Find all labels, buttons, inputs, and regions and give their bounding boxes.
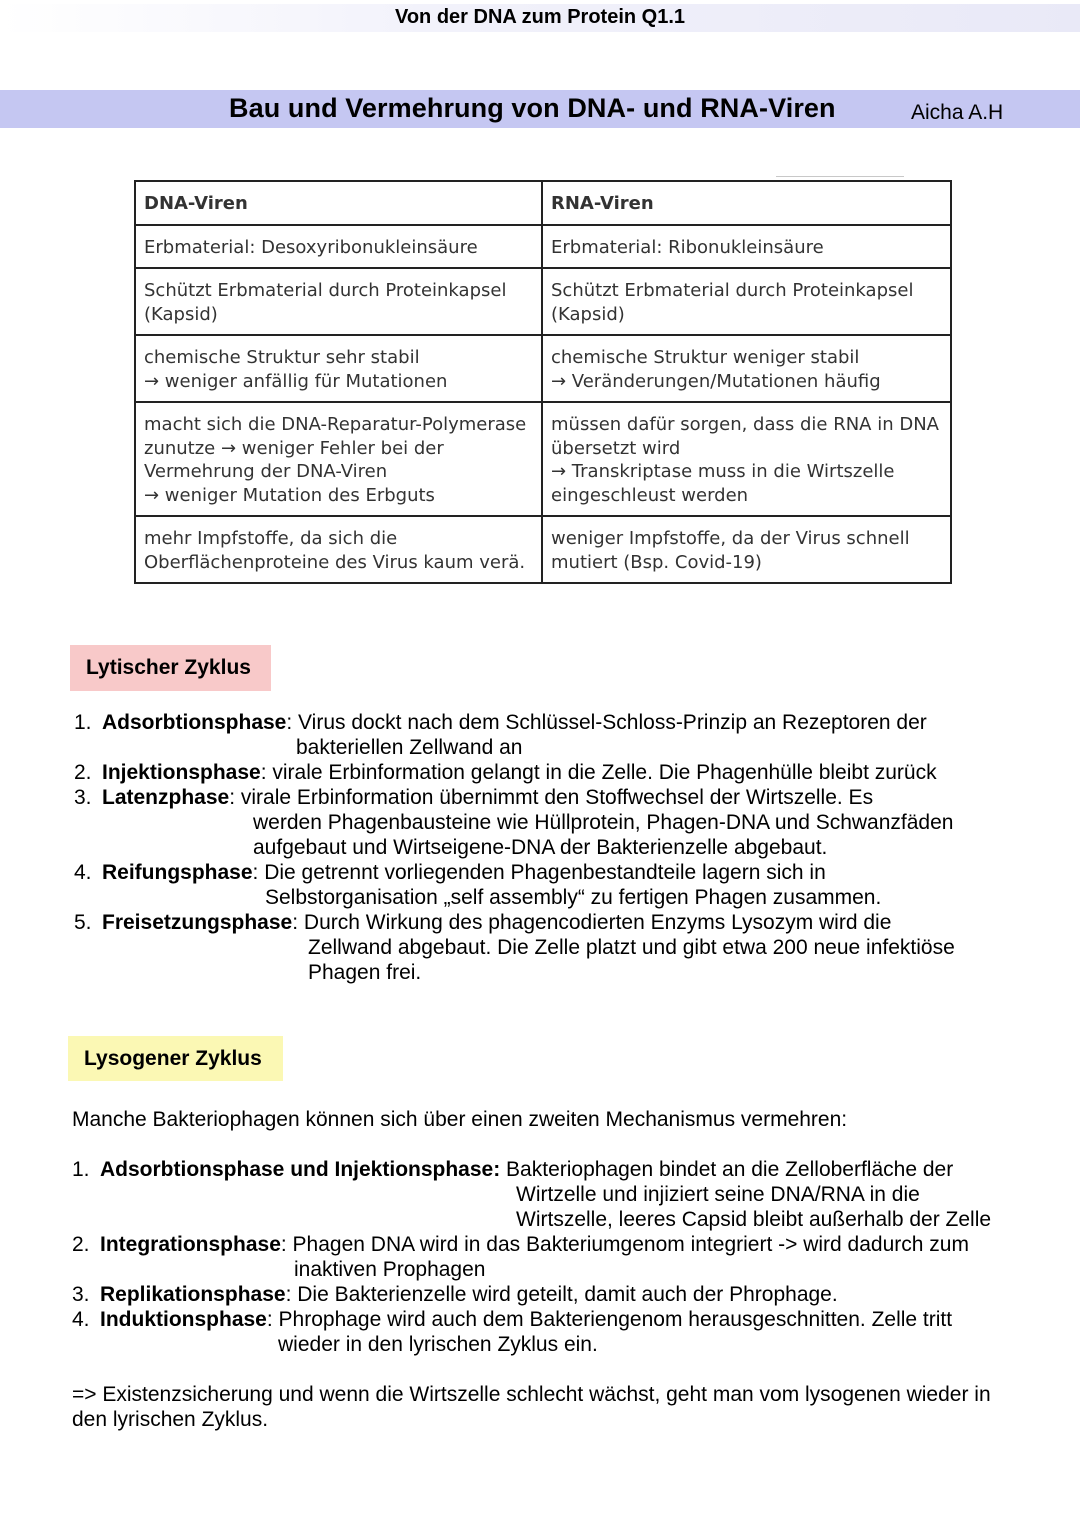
list-item xyxy=(72,1282,1052,1307)
phase-description-continued: inaktiven Prophagen xyxy=(294,1258,486,1281)
table-row xyxy=(135,402,951,516)
phase-description-continued: werden Phagenbausteine wie Hüllprotein, Phagen-DNA und Schwanzfäden xyxy=(253,811,954,834)
phase-description: : Die getrennt vorliegenden Phagenbestandteile lagern sich in xyxy=(252,861,826,884)
phase-description: : Durch Wirkung des phagencodierten Enzyms Lysozym wird die xyxy=(292,911,892,934)
list-item xyxy=(74,760,1034,785)
cell-text-line: Erbmaterial: Desoxyribonukleinsäure xyxy=(144,236,478,258)
lytic-cycle-heading xyxy=(70,645,271,691)
dna-viren-cell xyxy=(135,402,542,516)
phase-description-continued: wieder in den lyrischen Zyklus ein. xyxy=(278,1333,598,1356)
cell-text-line: (Kapsid) xyxy=(551,303,625,325)
conclusion-line: => Existenzsicherung und wenn die Wirtszelle schlecht wächst, geht man vom lysogenen wieder in xyxy=(72,1383,991,1406)
list-item xyxy=(72,1157,1052,1232)
cell-text-line: mehr Impfstoffe, da sich die xyxy=(144,528,398,549)
rna-viren-cell xyxy=(542,516,951,583)
lytic-cycle-steps xyxy=(74,710,1034,985)
cell-text-line: Schützt Erbmaterial durch Proteinkapsel xyxy=(551,280,914,301)
phase-description-continued: Phagen frei. xyxy=(308,961,422,984)
list-item xyxy=(74,860,1034,910)
list-item-number: 3. xyxy=(74,786,92,809)
cell-text-line: müssen dafür sorgen, dass die RNA in DNA xyxy=(551,414,939,435)
phase-term: Injektionsphase xyxy=(102,761,261,784)
cell-text-line: → Transkriptase muss in die Wirtszelle xyxy=(551,461,895,482)
phase-term: Induktionsphase xyxy=(100,1308,267,1331)
cell-text-line: macht sich die DNA-Reparatur-Polymerase xyxy=(144,414,527,435)
cell-text-line: eingeschleust werden xyxy=(551,484,749,506)
dna-viren-cell xyxy=(135,516,542,583)
table-row xyxy=(135,225,951,269)
lytic-cycle-heading-label: Lytischer Zyklus xyxy=(86,656,251,679)
cell-text-line: Schützt Erbmaterial durch Proteinkapsel xyxy=(144,280,507,301)
phase-description-continued: Selbstorganisation „self assembly“ zu fertigen Phagen zusammen. xyxy=(265,886,882,909)
divider xyxy=(776,176,904,177)
cell-text-line: zunutze → weniger Fehler bei der xyxy=(144,437,444,459)
phase-term: Adsorbtionsphase und Injektionsphase: xyxy=(100,1158,501,1181)
phase-term: Reifungsphase xyxy=(102,861,253,884)
phase-description-continued: aufgebaut und Wirtseigene-DNA der Bakterienzelle abgebaut. xyxy=(253,836,828,859)
phase-term: Freisetzungsphase xyxy=(102,911,293,934)
lysogenic-cycle-steps xyxy=(72,1157,1052,1357)
cell-text-line: Oberflächenproteine des Virus kaum verä. xyxy=(144,551,526,573)
list-item-number: 4. xyxy=(74,861,92,884)
lysogenic-cycle-heading xyxy=(68,1036,283,1081)
phase-description: : Virus dockt nach dem Schlüssel-Schloss-Prinzip an Rezeptoren der xyxy=(286,711,927,734)
list-item-first-line xyxy=(74,760,1034,785)
list-item-first-line xyxy=(72,1157,1052,1182)
dna-viren-cell xyxy=(135,335,542,402)
dna-viren-cell xyxy=(135,225,542,269)
document-series-title: Von der DNA zum Protein Q1.1 xyxy=(394,6,686,28)
phase-description: : Phrophage wird auch dem Bakteriengenom herausgeschnitten. Zelle tritt xyxy=(266,1308,953,1331)
author-name: Aicha A.H xyxy=(911,101,1004,124)
cell-text-line: → weniger anfällig für Mutationen xyxy=(144,370,448,392)
cell-text-line: übersetzt wird xyxy=(551,437,681,459)
rna-viren-cell xyxy=(542,402,951,516)
cell-text-line: Erbmaterial: Ribonukleinsäure xyxy=(551,236,824,258)
phase-description: : Phagen DNA wird in das Bakteriumgenom integriert -> wird dadurch zum xyxy=(280,1233,969,1256)
phase-description: Bakteriophagen bindet an die Zelloberfläche der xyxy=(500,1158,954,1181)
table-row xyxy=(135,268,951,335)
list-item-number: 1. xyxy=(72,1158,90,1181)
list-item-number: 5. xyxy=(74,911,92,934)
cell-text-line: mutiert (Bsp. Covid-19) xyxy=(551,551,762,573)
cell-text-line: Vermehrung der DNA-Viren xyxy=(144,461,388,482)
phase-description: : virale Erbinformation übernimmt den Stoffwechsel der Wirtszelle. Es xyxy=(229,786,874,809)
table-row xyxy=(135,335,951,402)
phase-term: Integrationsphase xyxy=(100,1233,281,1256)
list-item-number: 4. xyxy=(72,1308,90,1331)
list-item xyxy=(72,1232,1052,1282)
list-item xyxy=(74,710,1034,760)
list-item-number: 2. xyxy=(74,761,92,784)
table-header-row xyxy=(135,181,951,225)
list-item-first-line xyxy=(74,785,1034,810)
cell-text-line: (Kapsid) xyxy=(144,303,218,325)
cell-text-line: weniger Impfstoffe, da der Virus schnell xyxy=(551,528,910,549)
list-item-number: 3. xyxy=(72,1283,90,1306)
phase-description-continued: bakteriellen Zellwand an xyxy=(296,736,523,759)
phase-description: : virale Erbinformation gelangt in die Zelle. Die Phagenhülle bleibt zurück xyxy=(260,761,937,784)
cell-text-line: chemische Struktur sehr stabil xyxy=(144,347,420,368)
list-item-first-line xyxy=(74,710,1034,735)
rna-viren-cell xyxy=(542,225,951,269)
list-item xyxy=(72,1307,1052,1357)
list-item xyxy=(74,910,1034,985)
rna-viren-cell xyxy=(542,335,951,402)
list-item-first-line xyxy=(74,860,1034,885)
page-title: Bau und Vermehrung von DNA- und RNA-Viren xyxy=(229,93,836,123)
rna-viren-cell xyxy=(542,268,951,335)
list-item-first-line xyxy=(72,1307,1052,1332)
phase-term: Latenzphase xyxy=(102,786,230,809)
phase-term: Adsorbtionsphase xyxy=(102,711,287,734)
table-row xyxy=(135,516,951,583)
cell-text-line: → Veränderungen/Mutationen häufig xyxy=(551,370,881,392)
list-item-first-line xyxy=(74,910,1034,935)
phase-description-continued: Zellwand abgebaut. Die Zelle platzt und gibt etwa 200 neue infektiöse xyxy=(308,936,955,959)
list-item xyxy=(74,785,1034,860)
cell-text-line: chemische Struktur weniger stabil xyxy=(551,347,860,368)
lysogenic-cycle-heading-label: Lysogener Zyklus xyxy=(84,1047,262,1070)
phase-description-continued: Wirtszelle, leeres Capsid bleibt außerhalb der Zelle xyxy=(516,1208,992,1231)
dna-viren-cell xyxy=(135,268,542,335)
cell-text-line: → weniger Mutation des Erbguts xyxy=(144,484,435,506)
phase-term: Replikationsphase xyxy=(100,1283,286,1306)
column-header-rna-viren: RNA-Viren xyxy=(542,181,951,225)
phase-description: : Die Bakterienzelle wird geteilt, damit auch der Phrophage. xyxy=(285,1283,838,1306)
column-header-dna-viren: DNA-Viren xyxy=(135,181,542,225)
lysogenic-intro: Manche Bakteriophagen können sich über einen zweiten Mechanismus vermehren: xyxy=(72,1108,848,1131)
comparison-table xyxy=(134,180,952,584)
conclusion xyxy=(72,1382,991,1432)
list-item-first-line xyxy=(72,1282,1052,1307)
conclusion-line: den lyrischen Zyklus. xyxy=(72,1408,269,1431)
list-item-number: 1. xyxy=(74,711,92,734)
list-item-number: 2. xyxy=(72,1233,90,1256)
phase-description-continued: Wirtzelle und injiziert seine DNA/RNA in die xyxy=(516,1183,920,1206)
list-item-first-line xyxy=(72,1232,1052,1257)
